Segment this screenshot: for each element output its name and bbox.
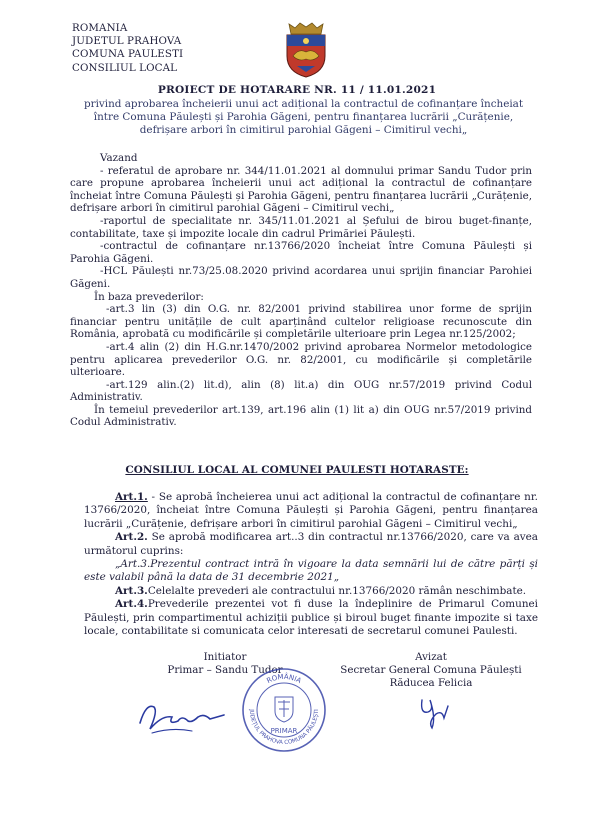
preamble [70,152,532,429]
header-line-council: CONSILIUL LOCAL [72,61,178,74]
section-heading: CONSILIUL LOCAL AL COMUNEI PAULESTI HOTARASTE: [125,464,469,476]
articles [84,491,538,638]
svg-text:JUDEȚUL PRAHOVA COMUNA PĂULEȘT: JUDEȚUL PRAHOVA COMUNA PĂULEȘTI [247,709,321,747]
institution-header [72,22,183,75]
article-4 [84,598,538,638]
avizat-name: Răducea Felicia [389,677,473,689]
article-1-text: - Se aprobă încheierea unui act adițional la contractul de cofinanțare nr. 13766/2020, încheiat între Comuna Păulești și Parohia Găgeni, pentru finanțarea lucrării „Curățenie, defrișare arbori în cimitirul parohial Găgeni – Cimitirul vechi„ [84,491,538,530]
preamble-raport: -raportul de specialitate nr. 345/11.01.2021 al Șefului de birou buget-finanțe, contabilitate, taxe și impozite locale din cadrul Primăriei Păulești. [70,214,532,240]
article-4-text: Prevederile prezentei vot fi duse la îndeplinire de Primarul Comunei Păulești, prin compartimentul achiziții publice și biroul buget finante impozite si taxe locale, contabilitate si comunicata celor interesati de secretarul comunei Paulesti. [84,598,538,638]
document-subtitle: privind aprobarea încheierii unui act adițional la contractul de cofinanțare încheiat între Comuna Păulești și Parohia Găgeni, pentru finanțarea lucrării „Curățenie, defrișare arbori în cimitirul parohial Găgeni – Cimitirul vechi„ [83,98,524,136]
coat-of-arms-icon [283,22,329,78]
document-title: PROIECT DE HOTARARE NR. 11 / 11.01.2021 [157,84,437,96]
article-4-label: Art.4. [115,598,148,611]
article-3-label: Art.3. [115,584,148,597]
preamble-vazand: Vazand [100,152,138,164]
signature-avizat [311,651,551,690]
header-line-county: JUDETUL PRAHOVA [72,35,182,48]
article-1 [84,491,538,531]
secretary-signature [414,692,452,732]
avizat-title: Secretar General Comuna Păulești [340,664,522,676]
article-1-label: Art.1. [115,491,148,503]
preamble-temei: În temeiul prevederilor art.139, art.196 alin (1) lit a) din OUG nr.57/2019 privind Codul Administrativ. [70,403,532,429]
preamble-in-baza: În baza prevederilor: [94,290,204,303]
mayor-signature [132,693,230,737]
preamble-og: -art.3 lin (3) din O.G. nr. 82/2001 privind stabilirea unor forme de sprijin financiar pentru unitățile de cult aparținând cultelor religioase recunoscute din România, aprobată cu modificările și completările ulterioare prin Legea nr.125/2002; [70,303,532,341]
svg-text:ROMÂNIA: ROMÂNIA [265,672,303,686]
initiator-name: Primar – Sandu Tudor [167,664,283,676]
official-stamp-icon [241,667,327,753]
preamble-hcl: -HCL Păulești nr.73/25.08.2020 privind acordarea unui sprijin financiar Parohiei Găgeni. [70,265,532,290]
article-2-text: Se aprobă modificarea art..3 din contractul nr.13766/2020, care va avea următorul cuprins: [84,531,538,557]
header-line-commune: COMUNA PAULESTI [72,48,184,61]
preamble-hg: -art.4 alin (2) din H.G.nr.1470/2002 privind aprobarea Normelor metodologice pentru aplicarea prevederilor O.G. nr. 82/2001, cu modificările și completările ulterioare. [70,340,532,379]
article-2-label: Art.2. [115,531,148,544]
preamble-art129: -art.129 alin.(2) lit.d), alin (8) lit.a) din OUG nr.57/2019 privind Codul Administrativ. [70,378,532,404]
article-3 [84,585,538,598]
article-3-text: Celelalte prevederi ale contractului nr.13766/2020 rămân neschimbate. [147,584,527,597]
svg-text:PRIMAR: PRIMAR [270,727,298,735]
preamble-referat: - referatul de aprobare nr. 344/11.01.2021 al domnului primar Sandu Tudor prin care propune aprobarea încheierii unui act adițional la contractul de cofinanțare încheiat între Comuna Păulești și Parohia Găgeni, pentru finanțarea lucrării „Curățenie, defrișare arbori în cimitirul parohial Găgeni – Cimitirul vechi„ [70,164,532,215]
preamble-contract: -contractul de cofinanțare nr.13766/2020 încheiat între Comuna Păulești și Parohia Găgeni. [70,240,532,265]
article-2-quote: „Art.3.Prezentul contract intră în vigoare la data semnării lui de către părți și este valabil până la data de 31 decembrie 2021„ [84,558,538,584]
avizat-role: Avizat [415,651,447,663]
initiator-role: Initiator [203,651,247,663]
article-2 [84,531,538,558]
header-line-country: ROMANIA [72,22,128,34]
